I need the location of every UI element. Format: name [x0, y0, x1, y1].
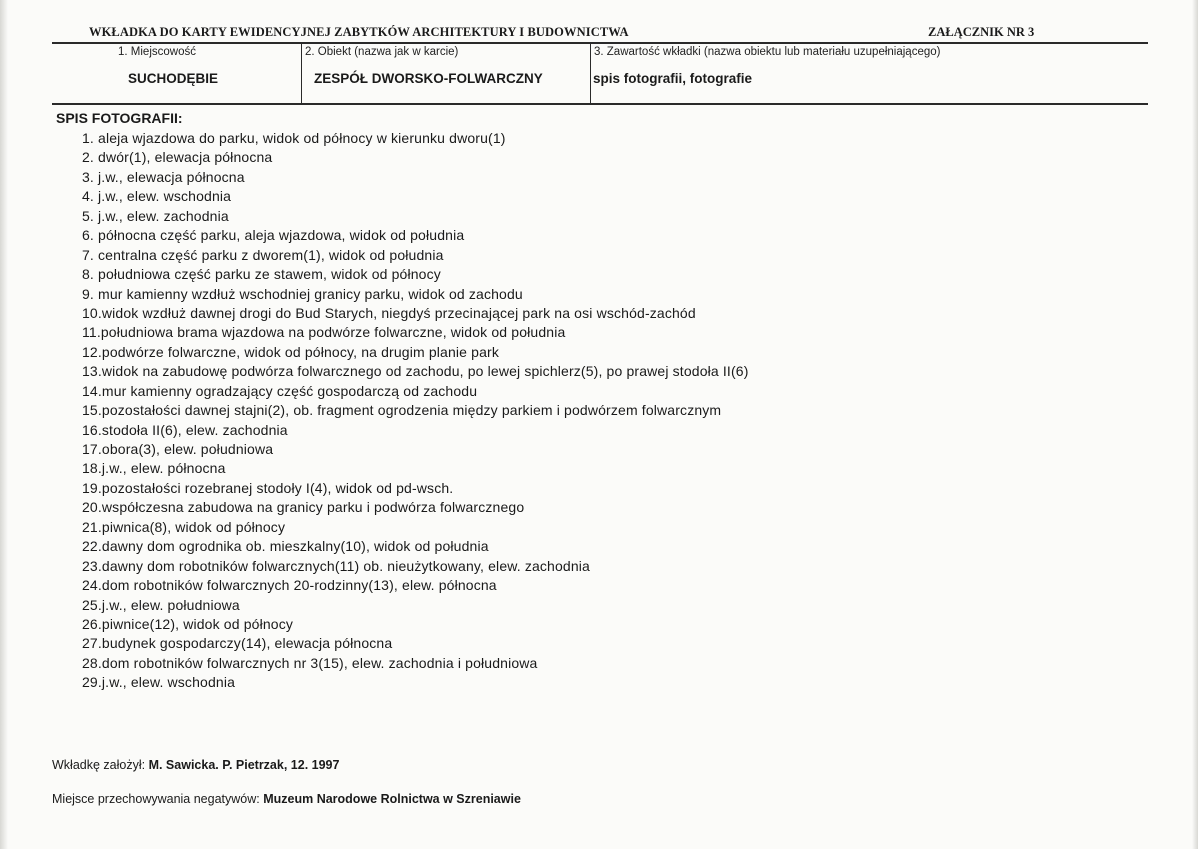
storage-label: Miejsce przechowywania negatywów:	[52, 792, 260, 806]
scan-edge-left	[0, 0, 8, 849]
photo-list-item: 14.mur kamienny ogradzający część gospodarczą od zachodu	[82, 382, 478, 399]
photo-list-item: 28.dom robotników folwarcznych nr 3(15), elew. zachodnia i południowa	[82, 654, 538, 671]
header-top-rule	[52, 42, 1148, 44]
locality-value: SUCHODĘBIE	[128, 71, 219, 86]
photo-list-item: 21.piwnica(8), widok od północy	[82, 518, 286, 535]
photo-list-title: SPIS FOTOGRAFII:	[56, 110, 183, 126]
photo-list-item: 2. dwór(1), elewacja północna	[82, 149, 273, 166]
photo-list-item: 18.j.w., elew. północna	[82, 460, 226, 477]
object-label: 2. Obiekt (nazwa jak w karcie)	[305, 46, 459, 58]
photo-list-item: 1. aleja wjazdowa do parku, widok od północy w kierunku dworu(1)	[82, 130, 506, 146]
photo-list-item: 17.obora(3), elew. południowa	[82, 441, 274, 457]
document-title: WKŁADKA DO KARTY EWIDENCYJNEJ ZABYTKÓW ARCHITEKTURY I BUDOWNICTWA	[89, 25, 629, 39]
photo-list-item: 11.południowa brama wjazdowa na podwórze folwarczne, widok od południa	[82, 324, 566, 341]
photo-list-item: 5. j.w., elew. zachodnia	[82, 207, 229, 224]
storage-line	[52, 792, 521, 806]
photo-list-item: 9. mur kamienny wzdłuż wschodniej granicy parku, widok od zachodu	[82, 285, 523, 302]
photo-list-item: 3. j.w., elewacja północna	[82, 168, 245, 185]
photo-list-item: 24.dom robotników folwarcznych 20-rodzinny(13), elew. północna	[82, 577, 497, 594]
photo-list-item: 10.widok wzdłuż dawnej drogi do Bud Starych, niegdyś przecinającej park na osi wschód-zachód	[82, 304, 696, 321]
content-value: spis fotografii, fotografie	[593, 71, 753, 86]
photo-list-item: 29.j.w., elew. wschodnia	[82, 674, 236, 691]
annex-number: ZAŁĄCZNIK NR 3	[928, 25, 1035, 39]
photo-list-item: 19.pozostałości rozebranej stodoły I(4), widok od pd-wsch.	[82, 479, 454, 496]
photo-list-item: 16.stodoła II(6), elew. zachodnia	[82, 421, 288, 438]
column-divider-1	[301, 43, 302, 104]
scan-edge-right	[1192, 0, 1198, 849]
column-divider-2	[590, 43, 591, 104]
object-value: ZESPÓŁ DWORSKO-FOLWARCZNY	[314, 71, 543, 86]
author-label: Wkładkę założył:	[52, 758, 146, 772]
photo-list-item: 8. południowa część parku ze stawem, widok od północy	[82, 266, 441, 283]
photo-list-item: 25.j.w., elew. południowa	[82, 596, 240, 613]
locality-label: 1. Miejscowość	[118, 46, 196, 58]
photo-list-item: 13.widok na zabudowę podwórza folwarcznego od zachodu, po lewej spichlerz(5), po prawej stodoła II(6)	[82, 363, 749, 380]
content-label: 3. Zawartość wkładki (nazwa obiektu lub materiału uzupełniającego)	[594, 46, 941, 58]
photo-list-item: 7. centralna część parku z dworem(1), widok od południa	[82, 246, 444, 263]
photo-list-item: 27.budynek gospodarczy(14), elewacja północna	[82, 635, 393, 652]
photo-list-item: 22.dawny dom ogrodnika ob. mieszkalny(10), widok od południa	[82, 538, 489, 555]
author-value: M. Sawicka. P. Pietrzak, 12. 1997	[148, 758, 340, 772]
photo-list-item: 20.współczesna zabudowa na granicy parku i podwórza folwarcznego	[82, 499, 525, 516]
photo-list-item: 26.piwnice(12), widok od północy	[82, 615, 294, 632]
photo-list-item: 23.dawny dom robotników folwarcznych(11) ob. nieużytkowany, elew. zachodnia	[82, 557, 590, 574]
author-line	[52, 758, 339, 772]
photo-list-item: 4. j.w., elew. wschodnia	[82, 188, 232, 205]
photo-list	[82, 129, 749, 693]
photo-list-item: 6. północna część parku, aleja wjazdowa, widok od południa	[82, 227, 465, 244]
photo-list-item: 15.pozostałości dawnej stajni(2), ob. fragment ogrodzenia między parkiem i podwórzem folwarcznym	[82, 402, 722, 419]
photo-list-item: 12.podwórze folwarczne, widok od północy, na drugim planie park	[82, 343, 499, 360]
storage-value: Muzeum Narodowe Rolnictwa w Szreniawie	[263, 792, 521, 806]
header-bottom-rule	[52, 103, 1148, 105]
